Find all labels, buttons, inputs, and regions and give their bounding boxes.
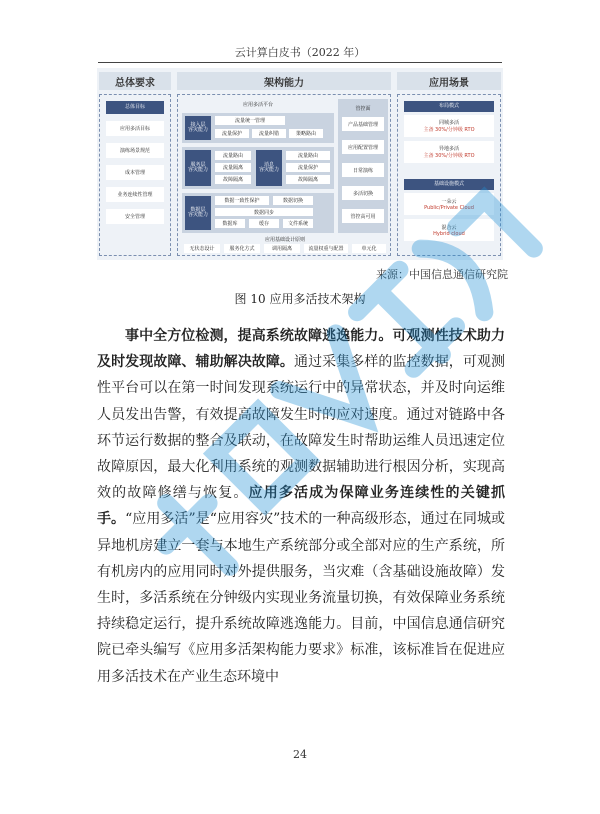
data-layer-label: 数据层 容灾能力 [185, 196, 211, 230]
item-detail: Public/Private Cloud [424, 204, 474, 211]
layout-mode-item [404, 141, 494, 163]
control-item: 管控高可用 [342, 209, 384, 223]
infra-mode-title: 基础设施模式 [404, 179, 494, 190]
middle-panel [177, 94, 391, 256]
item-detail: 主备 30%/分钟级 RTO [423, 127, 475, 133]
control-item: 应用配置管理 [342, 140, 384, 154]
service-layer-label: 服务层 容灾能力 [185, 150, 211, 186]
item-title: 混合云 [441, 224, 457, 231]
bar-architecture-capability: 架构能力 [177, 72, 391, 90]
infra-mode-item [404, 219, 494, 241]
header-rule [98, 62, 502, 63]
group4-item: 缓存 [249, 219, 279, 228]
control-item: 产品基础管理 [342, 117, 384, 131]
platform-title: 应用多活平台 [242, 102, 273, 108]
group4-item: 数据切换 [273, 196, 313, 205]
group2-item: 流量路由 [215, 151, 251, 160]
group4-item: 数据同步 [215, 208, 313, 216]
group4-item: 文件系统 [283, 219, 313, 228]
bold-lead: 应用多活成为保障业务连续性的关键抓手。 [97, 485, 506, 528]
group3-item: 流量保护 [286, 163, 330, 172]
figure-caption: 图 10 应用多活技术架构 [234, 292, 366, 306]
left-item: 业务连续性管理 [106, 187, 164, 202]
item-detail: Hybrid cloud [433, 230, 465, 237]
body-text [97, 323, 505, 690]
group3-item: 故障隔离 [286, 175, 330, 184]
group4-item: 数据库 [215, 219, 245, 228]
control-item: 多活切换 [342, 186, 384, 200]
left-item: 安全管理 [106, 209, 164, 224]
bar-overall-requirements: 总体要求 [99, 72, 171, 90]
paragraph-text: 通过采集多样的监控数据，可观测性平台可以在第一时间发现系统运行中的异常状态，并及时向运维人员发出告警，有效提高故障发生时的应对速度。通过对链路中各环节运行数据的整合及联动，在故障发生时帮助运维人员迅速定位故障原因，最大化利用系统的观测数据辅助进行根因分析，实现高效的故障修缮与恢复。 [97, 354, 505, 502]
left-item: 演练场景规范 [106, 143, 164, 158]
principle-item: 服务化方式 [224, 244, 260, 253]
group1-item: 流量保护 [215, 129, 249, 138]
principle-item: 单元化 [352, 244, 386, 253]
paragraph [97, 323, 505, 690]
page-number: 24 [293, 748, 307, 761]
infra-mode-item [404, 193, 494, 215]
overall-goal-title: 总体目标 [106, 101, 164, 114]
paragraph-text: “应用多活”是“应用容灾”技术的一种高级形态，通过在同城或异地机房建立一套与本地生产系统部分或全部对应的生产系统，所有机房内的应用同时对外提供服务，当灾难（含基础设施故障）发生时，多活系统在分钟级内实现业务流量切换，有效保障业务系统持续稳定运行，提升系统故障逃逸能力。目前，中国信息通信研究院已牵头编写《应用多活架构能力要求》标准，该标准旨在促进应用多活技术在产业生态环境中 [97, 511, 505, 685]
architecture-diagram [97, 68, 503, 260]
message-layer-label: 消息 容灾能力 [256, 150, 282, 186]
group1-item: 策略路由 [289, 129, 323, 138]
bar-application-scenarios: 应用场景 [397, 72, 501, 90]
control-item: 日常演练 [342, 163, 384, 177]
access-layer-label: 接入层 容灾能力 [185, 116, 211, 140]
layout-mode-title: 布局模式 [404, 101, 494, 112]
group3-item: 流量路由 [286, 151, 330, 160]
bold-lead: 事中全方位检测，提高系统故障逃逸能力。可观测性技术助力及时发现故障、辅助解决故障。 [97, 328, 505, 371]
principle-item: 调用隔离 [264, 244, 300, 253]
group1-item: 流量统一管理 [215, 116, 285, 125]
figure-source: 来源：中国信息通信研究院 [376, 268, 508, 281]
page-header: 云计算白皮书（2022 年） [234, 46, 366, 59]
group4-item: 数据一致性保护 [215, 196, 269, 205]
item-title: 一朵云 [441, 198, 457, 205]
control-plane-title: 管控面 [355, 105, 371, 112]
group2-item: 流量隔离 [215, 163, 251, 172]
design-principle-title: 应用基础设计原则 [264, 237, 305, 243]
group2-item: 故障隔离 [215, 175, 251, 184]
left-item: 成本管理 [106, 165, 164, 180]
layout-mode-item [404, 115, 494, 137]
principle-item: 无状态设计 [184, 244, 220, 253]
item-title: 异地多活 [438, 146, 459, 152]
item-title: 同城多活 [438, 120, 459, 126]
group1-item: 流量纠错 [252, 129, 286, 138]
left-panel [99, 94, 171, 256]
right-panel [397, 94, 501, 256]
principle-item: 流量权重与配置 [304, 244, 348, 253]
left-item: 应用多活目标 [106, 121, 164, 136]
item-detail: 主备 30%/分钟级 RTO [423, 153, 475, 159]
